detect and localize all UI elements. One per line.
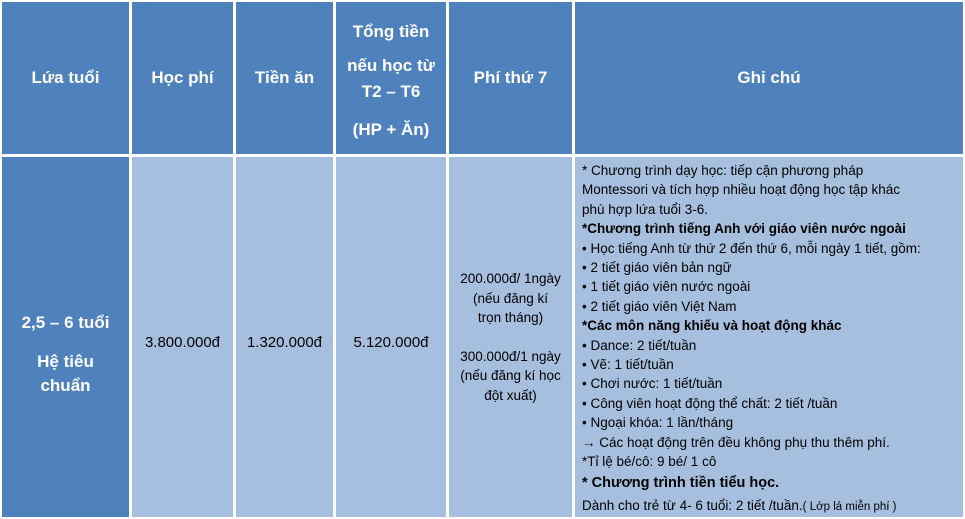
meal-cell <box>236 157 333 517</box>
header-total-line: (HP + Ăn) <box>352 120 430 139</box>
notes-primary-note: ( Lớp lá miễn phí ) <box>802 500 897 513</box>
saturday-fee-adhoc <box>460 347 561 406</box>
notes-no-extra-fee: → Các hoạt động trên đều không phụ thu thêm phí. <box>582 434 890 450</box>
header-tuition-label: Học phí <box>151 68 214 87</box>
tuition-value: 3.800.000đ <box>144 333 221 351</box>
header-meal <box>236 2 333 154</box>
header-total-line: Tổng tiền <box>352 22 430 41</box>
age-cell <box>2 157 129 517</box>
saturday-cell <box>449 157 572 517</box>
header-age-label: Lứa tuổi <box>31 68 100 87</box>
header-total-line: T2 – T6 <box>361 82 421 101</box>
program-type-line: Hệ tiêu <box>37 351 94 371</box>
notes-talent-item: • Ngoại khóa: 1 lần/tháng <box>582 415 734 431</box>
notes-english-title: *Chương trình tiếng Anh với giáo viên nước ngoài <box>582 221 906 237</box>
saturday-fee-line: trọn tháng) <box>477 310 544 325</box>
notes-talent-item: • Chơi nước: 1 tiết/tuần <box>582 376 723 392</box>
saturday-fee-line: (nếu đăng kí <box>472 290 549 306</box>
notes-program-line: phù hợp lứa tuổi 3-6. <box>582 201 708 217</box>
notes-program-line: * Chương trình dạy học: tiếp cận phương pháp <box>582 163 864 178</box>
header-total-line: nếu học từ <box>347 56 435 75</box>
total-value: 5.120.000đ <box>353 333 429 351</box>
notes-english-item: • 1 tiết giáo viên nước ngoài <box>582 279 751 295</box>
header-saturday <box>449 2 572 154</box>
notes-english-item: • Học tiếng Anh từ thứ 2 đến thứ 6, mỗi ngày 1 tiết, gồm: <box>582 240 921 256</box>
header-notes <box>575 2 963 154</box>
notes-talent-item: • Công viên hoạt động thể chất: 2 tiết /tuần <box>582 395 838 411</box>
header-tuition <box>132 2 233 154</box>
notes-cell <box>575 157 963 517</box>
notes-primary-title: * Chương trình tiền tiểu học. <box>582 474 780 491</box>
program-type-line: chuẩn <box>40 375 91 395</box>
notes-english-item: • 2 tiết giáo viên Việt Nam <box>582 298 737 314</box>
notes-program-line: Montessori và tích hợp nhiều hoạt động học tập khác <box>582 182 901 198</box>
header-saturday-label: Phí thứ 7 <box>473 68 548 87</box>
header-notes-label: Ghi chú <box>737 68 801 87</box>
notes-primary-detail-row <box>582 496 957 517</box>
header-age <box>2 2 129 154</box>
header-meal-label: Tiền ăn <box>254 68 315 87</box>
tuition-cell <box>132 157 233 517</box>
saturday-fee-line: đột xuất) <box>484 387 537 403</box>
notes-primary-detail: Dành cho trẻ từ 4- 6 tuổi: 2 tiết /tuần. <box>582 497 803 513</box>
saturday-fee-line: 300.000đ/1 ngày <box>460 348 561 364</box>
notes-talent-title: *Các môn năng khiếu và hoạt động khác <box>582 318 842 334</box>
total-cell <box>336 157 446 517</box>
notes-talent-item: • Dance: 2 tiết/tuần <box>582 337 697 353</box>
meal-value: 1.320.000đ <box>246 333 323 351</box>
age-range: 2,5 – 6 tuổi <box>21 312 110 332</box>
saturday-fee-line: (nếu đăng kí học <box>460 368 561 383</box>
header-total <box>336 2 446 154</box>
notes-ratio: *Tỉ lệ bé/cô: 9 bé/ 1 cô <box>582 454 717 470</box>
notes-english-item: • 2 tiết giáo viên bản ngữ <box>582 260 732 276</box>
notes-talent-item: • Vẽ: 1 tiết/tuần <box>582 357 674 373</box>
saturday-fee-line: 200.000đ/ 1ngày <box>460 271 561 286</box>
saturday-fee-monthly <box>460 269 561 328</box>
